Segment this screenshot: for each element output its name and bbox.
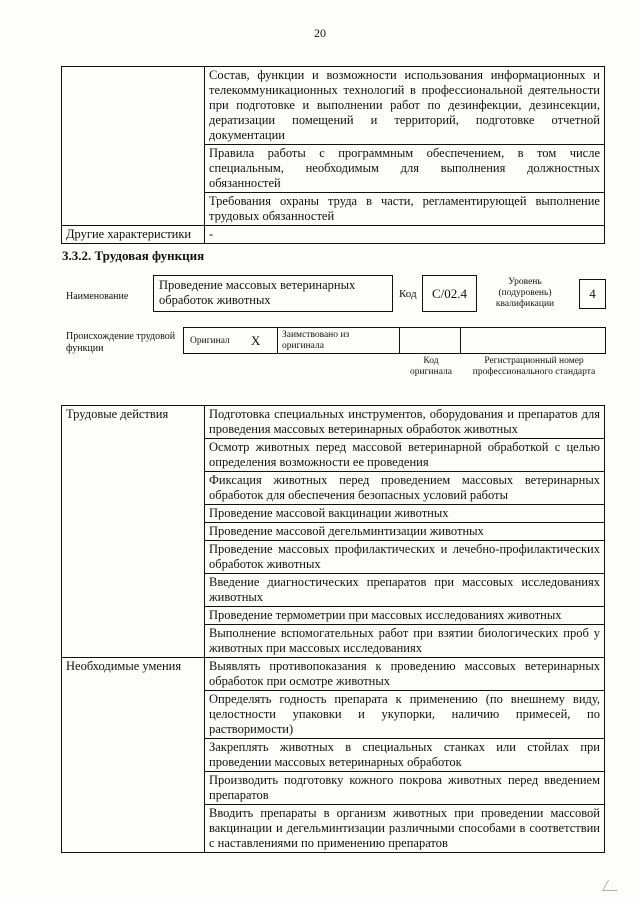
section-heading: 3.3.2. Трудовая функция (62, 248, 205, 263)
original-box (183, 327, 278, 354)
labor-function-table (61, 405, 605, 853)
other-characteristics-label: Другие характеристики (62, 226, 205, 244)
code-original-box (399, 327, 461, 354)
original-label: Оригинал (190, 336, 230, 346)
skill-item: Производить подготовку кожного покрова животных перед введением препаратов (205, 772, 605, 805)
page-number: 20 (314, 26, 326, 40)
code-value: C/02.4 (431, 286, 468, 301)
reg-number-box (460, 327, 606, 354)
labor-action-item: Осмотр животных перед массовой ветеринарной обработкой с целью определения возможности ее проведения (205, 439, 605, 472)
other-characteristics-value: - (205, 226, 605, 244)
labor-action-item: Введение диагностических препаратов при массовых исследованиях животных (205, 574, 605, 607)
code-original-caption: Код оригинала (410, 356, 452, 377)
level-value: 4 (589, 286, 596, 301)
name-label: Наименование (66, 291, 129, 302)
function-name: Проведение массовых ветеринарных обработок животных (159, 278, 356, 307)
labor-action-item: Выполнение вспомогательных работ при взятии биологических проб у животных при массовых исследованиях (205, 625, 605, 658)
table-row (62, 658, 605, 691)
labor-action-item: Проведение массовой вакцинации животных (205, 505, 605, 523)
continued-knowledge-table (61, 66, 605, 244)
origin-label: Происхождение трудовой функции (66, 331, 176, 354)
level-box (579, 279, 606, 309)
labor-action-item: Подготовка специальных инструментов, оборудования и препаратов для проведения массовых ветеринарных обработок животных (205, 406, 605, 439)
name-value-box (153, 275, 393, 312)
required-skills-label: Необходимые умения (62, 658, 205, 853)
labor-action-item: Проведение массовых профилактических и лечебно-профилактических обработок животных (205, 541, 605, 574)
code-box (422, 275, 477, 312)
knowledge-item: Правила работы с программным обеспечением, в том числе специальным, необходимым для выполнения должностных обязанностей (205, 145, 605, 193)
qualification-level-label: Уровень (подуровень) квалификации (495, 277, 555, 309)
table-row (62, 226, 605, 244)
table-row (62, 406, 605, 439)
skill-item: Закреплять животных в специальных станках или стойлах при проведении массовых ветеринарных обработок (205, 739, 605, 772)
borrowed-label: Заимствовано из оригинала (282, 330, 350, 351)
knowledge-item: Состав, функции и возможности использования информационных и телекоммуникационных технологий в профессиональной деятельности при подготовке и выполнении работ по дезинфекции, дезинсекции, дератизации помещений и территорий, подготовке отчетной документации (205, 67, 605, 145)
labor-action-item: Фиксация животных перед проведением массовых ветеринарных обработок для обеспечения безопасных условий работы (205, 472, 605, 505)
skill-item: Определять годность препарата к применению (по внешнему виду, целостности упаковки и укупорки, наличию примесей, по растворимости) (205, 691, 605, 739)
reg-number-caption: Регистрационный номер профессионального стандарта (472, 356, 596, 377)
code-label: Код (399, 288, 417, 300)
labor-action-item: Проведение массовой дегельминтизации животных (205, 523, 605, 541)
skill-item: Выявлять противопоказания к проведению массовых ветеринарных обработок при осмотре животных (205, 658, 605, 691)
original-mark: X (251, 333, 261, 348)
labor-action-item: Проведение термометрии при массовых исследованиях животных (205, 607, 605, 625)
row-label-cell (62, 67, 205, 226)
skill-item: Вводить препараты в организм животных при проведении массовой вакцинации и дегельминтизации различными способами в соответствии с наставлениями по применению препаратов (205, 805, 605, 853)
borrowed-box (277, 327, 400, 354)
knowledge-item: Требования охраны труда в части, регламентирующей выполнение трудовых обязанностей (205, 193, 605, 226)
table-row (62, 67, 605, 145)
labor-actions-label: Трудовые действия (62, 406, 205, 658)
scan-mark (602, 880, 623, 891)
